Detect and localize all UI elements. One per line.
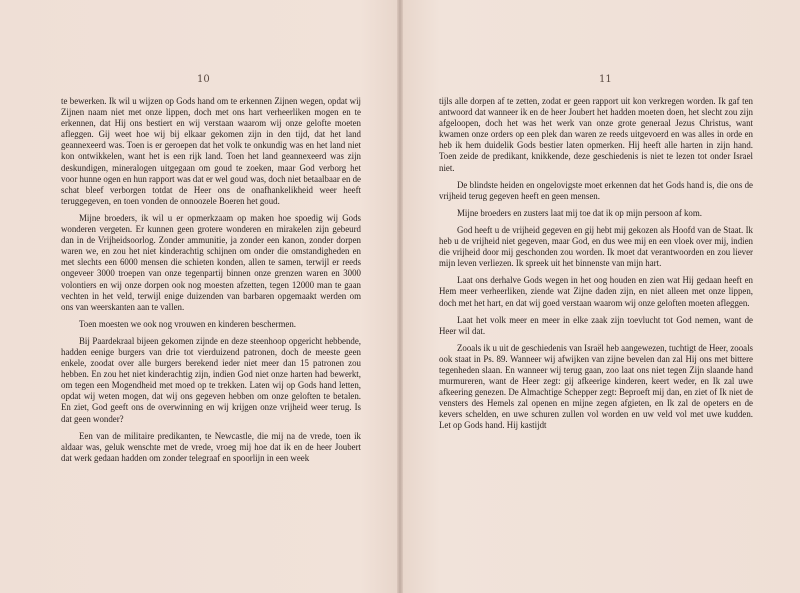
paragraph: Een van de militaire predikanten, te Newcastle, die mij na de vrede, toen ik aldaar was, geluk wenschte met de vrede, vroeg mij hoe dat ik en de heer Joubert dat werk gedaan hadden om zonder telegraaf en spoorlijn in een week [61,430,361,463]
paragraph: Toen moesten we ook nog vrouwen en kinderen beschermen. [79,318,296,329]
paragraph: God heeft u de vrijheid gegeven en gij hebt mij gekozen als Hoofd van de Staat. Ik heb u de vrijheid niet gegeven, maar God, en dus wee mij en een vloek over mij, indien die vrijheid door mij geschonden zou worden. Ik moet dat verantwoorden en zou liever mijn leven verliezen. Ik spreek uit het binnenste van mijn hart. [439,224,753,269]
paragraph: Bij Paardekraal bijeen gekomen zijnde en deze steenhoop opgericht hebbende, hadden eenige burgers van drie tot vierduizend patronen, doch de meeste geen enkele, zoodat over alle burgers berekend ieder niet meer dan 15 patronen zou hebben. En zou het niet kinderachtig zijn, indien God niet onze harten had bewerkt, om tegen een Mogendheid met moed op te trekken. Laten wij op Gods hand letten, opdat wij weten mogen, dat wij ons gegeven hebben om onze geloften te betalen. En ziet, God geeft ons de overwinning en wij krijgen onze vrijheid weer terug. Is dat geen wonder? [61,335,361,424]
left-page [0,0,397,593]
paragraph: Laat het volk meer en meer in elke zaak zijn toevlucht tot God nemen, want de Heer wil dat. [439,314,753,336]
left-page-text [61,96,361,470]
paragraph: Mijne broeders, ik wil u er opmerkzaam op maken hoe spoedig wij Gods wonderen vergeten. Er kunnen geen grotere wonderen en mirakelen zijn gebeurd dan in de Vrijheidsoorlog. Zonder ammunitie, ja zonder een kanon, zonder dorpen waren we, en zou het niet kinderachtig schijnen om onder die omstandigheden en met slechts een 6000 mensen die schieten konden, allen te samen, terwijl er reeds ongeveer 3000 troepen van onze tegenpartij binnen onze grenzen waren en 3000 volontiers en wij onze dorpen ook nog moesten afzetten, tegen 12000 man te gaan vechten in het veld, terwijl enige duizenden van barbaren opgemaakt werden om ons van weerskanten aan te vallen. [61,212,361,312]
page-number-right: 11 [599,74,612,85]
paragraph: Laat ons derhalve Gods wegen in het oog houden en zien wat Hij gedaan heeft en Hem meer verheerliken, ziende wat Zijne daden zijn, en niet alleen met onze lippen, doch met het hart, en dat wij goed verstaan waarom wij onze geloften moeten afleggen. [439,275,753,308]
paragraph: Mijne broeders en zusters laat mij toe dat ik op mijn persoon af kom. [457,207,702,218]
paragraph: De blindste heiden en ongelovigste moet erkennen dat het Gods hand is, die ons de vrijheid terug gegeven heeft en geen mensen. [439,179,753,201]
paragraph: Zooals ik u uit de geschiedenis van Israël heb aangewezen, tuchtigt de Heer, zooals ook staat in Ps. 89. Wanneer wij afwijken van zijne bevelen dan zal Hij ons met bittere tegenheden slaan. En wanneer wij terug gaan, zoo laat ons niet tegen Zijn slaande hand murmureren, want de Heer zegt: gij afkeerige kinderen, keert weder, en Ik zal uwe afkeering genezen. De Almachtige Schepper zegt: Beproeft mij dan, en ziet of Ik niet de vensters des Hemels zal openen en mijne zegen afgieten, en Ik zal de opeters en de kevers schelden, en uwe schuren zullen vol worden en uw veld vol met uwe kudden. Let op Gods hand. Hij kastijdt [439,342,753,431]
right-page [403,0,800,593]
page-number-left: 10 [197,74,210,85]
right-page-text [439,96,753,438]
paragraph: tijls alle dorpen af te zetten, zodat er geen rapport uit kon verkregen worden. Ik gaf ten antwoord dat wanneer ik en de heer Joubert het hadden moeten doen, het slecht zou zijn afgeloopen, doch het was het werk van onze grote generaal Jezus Christus, want kwamen onze orders op een plek dan waren ze reeds uitgevoerd en was alles in orde en heb ik hem duidelik Gods bestier laten opmerken. Hij heeft alle harten in zijn hand. Toen zeide de predikant, knikkende, deze geschiedenis is niet te lezen tot onder Israel niet. [439,96,753,173]
paragraph: te bewerken. Ik wil u wijzen op Gods hand om te erkennen Zijnen wegen, opdat wij Zijnen naam niet met onze lippen, doch met ons hart verheerliken mogen en te erkennen, dat Hij ons bestiert en wij verstaan waarom wij onze gelofte moeten afleggen. Gij weet hoe wij bij elkaar gekomen zijn in den tijd, dat het land geannexeerd was. Toen is er geroepen dat het volk te onkundig was en het land niet kon ontwikkelen, want het is een rijk land. Toen het land geannexeerd was zijn deskundigen, mineralogen uitgegaan om goud te zoeken, maar God verborg het voor hunne ogen en hun rapport was dat er wel goud was, doch niet betaalbaar en de schat bleef verborgen totdat de Heer ons de onafhankelikheid weer heeft teruggegeven, en toen vonden de onnoozele Boeren het goud. [61,96,361,206]
